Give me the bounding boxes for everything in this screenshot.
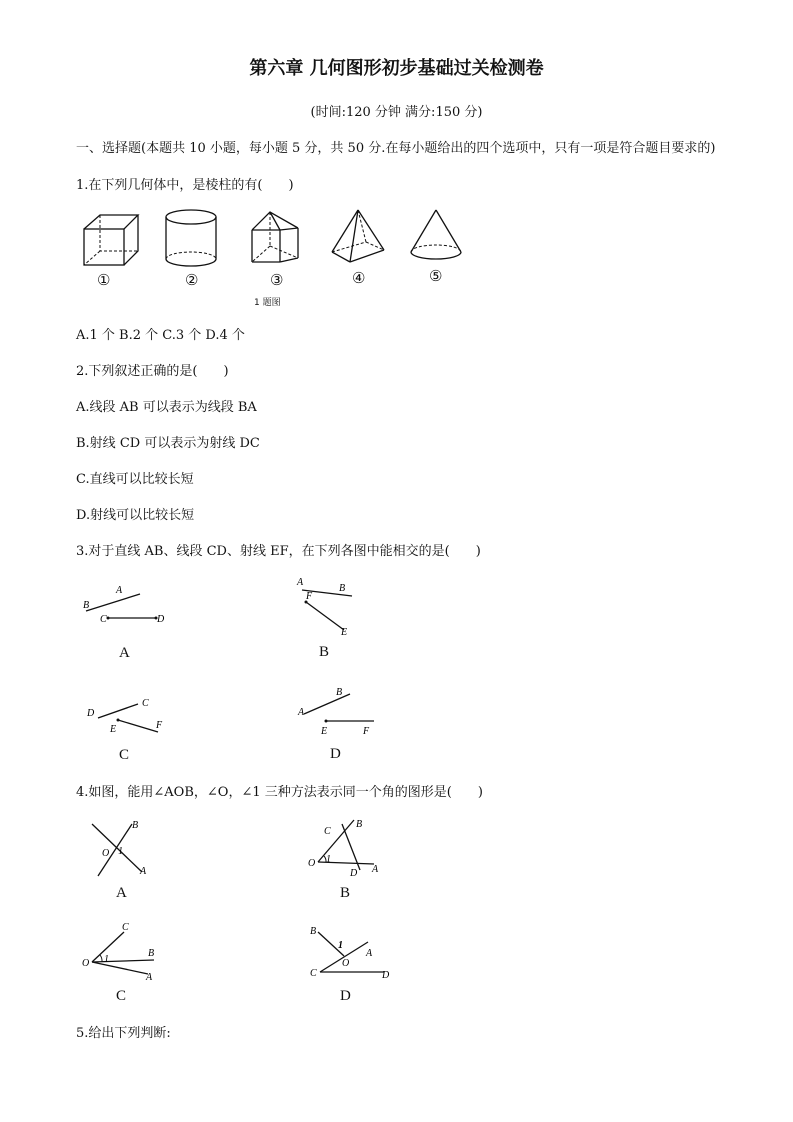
exam-info: (时间:120 分钟 满分:150 分) [310, 105, 483, 120]
q4d-point-c: C [310, 968, 317, 979]
q4d-point-a: A [366, 948, 373, 959]
q4-stem: 4.如图，能用∠AOB，∠O，∠1 三种方法表示同一个角的图形是( ) [76, 785, 483, 800]
cone-figure [409, 208, 465, 264]
pyramid-figure [330, 208, 388, 266]
q2-option-a: A.线段 AB 可以表示为线段 BA [76, 400, 257, 415]
q4d-point-d: D [382, 970, 390, 981]
q4-caption-c: C [116, 988, 127, 1004]
page-title: 第六章 几何图形初步基础过关检测卷 [249, 58, 544, 79]
q3a-point-c: C [100, 614, 107, 625]
q3b-point-b: B [339, 583, 346, 594]
q1-options: A.1 个 B.2 个 C.3 个 D.4 个 [76, 328, 245, 343]
solid-label-3: ③ [270, 273, 284, 289]
q3-figure-d [296, 684, 382, 742]
solid-label-1: ① [97, 273, 111, 289]
q4b-point-c: C [324, 826, 331, 837]
q3c-point-d: D [87, 708, 95, 719]
prism-box-figure [82, 213, 142, 269]
q4-figure-b [306, 814, 386, 880]
q4a-point-b: B [132, 820, 139, 831]
q4-caption-a: A [116, 885, 127, 901]
q3a-point-b: B [83, 600, 90, 611]
q4b-point-o: O [308, 858, 316, 869]
solid-label-2: ② [185, 273, 199, 289]
solid-label-5: ⑤ [429, 269, 443, 285]
q4c-point-o: O [82, 958, 90, 969]
q4-figure-d [302, 920, 396, 984]
q3b-point-a: A [297, 577, 304, 588]
solid-label-4: ④ [352, 271, 366, 287]
q4a-point-o: O [102, 848, 110, 859]
q4b-point-b: B [356, 819, 363, 830]
q3b-point-e: E [341, 627, 348, 638]
q3-figure-b [294, 576, 364, 642]
q3-caption-a: A [119, 645, 130, 661]
q3c-point-e: E [110, 724, 117, 735]
q4a-angle-1: 1 [118, 846, 123, 857]
q3-caption-b: B [319, 644, 330, 660]
q4d-angle-1: 1 [338, 940, 343, 951]
section-heading: 一、选择题(本题共 10 小题，每小题 5 分，共 50 分.在每小题给出的四个选项中，只有一项是符合题目要求的) [76, 141, 716, 156]
q4b-point-d: D [350, 868, 358, 879]
q4c-point-b: B [148, 948, 155, 959]
q3d-point-e: E [321, 726, 328, 737]
q3d-point-f: F [363, 726, 370, 737]
q2-stem: 2.下列叙述正确的是( ) [76, 364, 229, 379]
q3c-point-f: F [156, 720, 163, 731]
q4d-point-o: O [342, 958, 350, 969]
q1-stem: 1.在下列几何体中，是棱柱的有( ) [76, 178, 294, 193]
q1-figure-caption: 1 题图 [254, 298, 281, 308]
cylinder-figure [164, 209, 220, 267]
q4-caption-d: D [340, 988, 351, 1004]
q4c-angle-1: 1 [104, 954, 109, 965]
q4-caption-b: B [340, 885, 351, 901]
q4c-point-c: C [122, 922, 129, 933]
q4d-point-b: B [310, 926, 317, 937]
q2-option-b: B.射线 CD 可以表示为射线 DC [76, 436, 260, 451]
q3a-point-a: A [116, 585, 123, 596]
q3-stem: 3.对于直线 AB、线段 CD、射线 EF，在下列各图中能相交的是( ) [76, 544, 481, 559]
q3c-point-c: C [142, 698, 149, 709]
q2-option-d: D.射线可以比较长短 [76, 508, 195, 523]
q3b-point-f: F [306, 591, 313, 602]
triangular-prism-figure [250, 210, 304, 266]
q4c-point-a: A [146, 972, 153, 983]
q4-figure-a [84, 818, 154, 882]
q2-option-c: C.直线可以比较长短 [76, 472, 194, 487]
q3d-point-a: A [298, 707, 305, 718]
q3-figure-a [80, 582, 170, 632]
q4b-angle-1: 1 [326, 854, 331, 865]
q4-figure-c [80, 918, 160, 982]
q3-caption-c: C [119, 747, 130, 763]
q3-caption-d: D [330, 746, 341, 762]
q4a-point-a: A [140, 866, 147, 877]
q3-figure-c [84, 696, 174, 740]
q3d-point-b: B [336, 687, 343, 698]
q5-stem: 5.给出下列判断: [76, 1026, 171, 1041]
q3a-point-d: D [157, 614, 165, 625]
q4b-point-a: A [372, 864, 379, 875]
